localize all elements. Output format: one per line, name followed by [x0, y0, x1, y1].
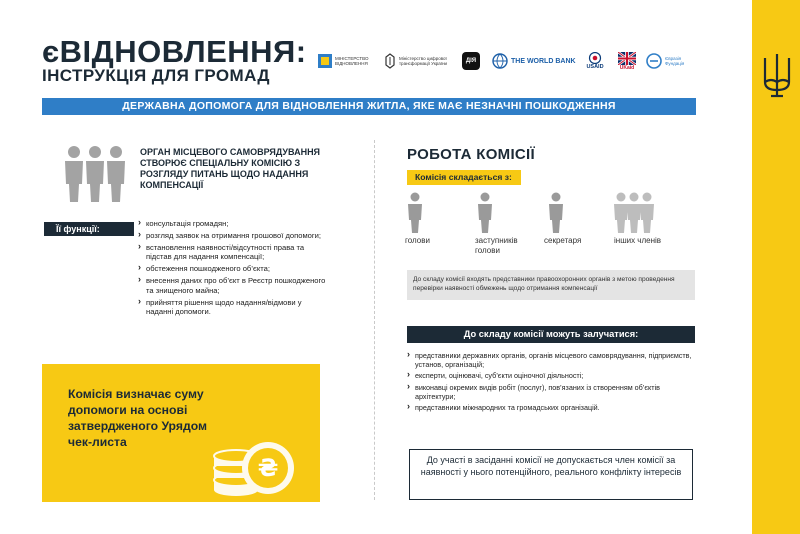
page-subtitle: ІНСТРУКЦІЯ ДЛЯ ГРОМАД [42, 66, 270, 85]
ukaid-text: UKaid [619, 64, 635, 71]
person-icon [548, 192, 564, 234]
list-item: › представники міжнародних та громадських організацій. [407, 403, 699, 412]
list-item: › експерти, оцінювачі, суб’єкти оціночної діяльності; [407, 371, 699, 380]
list-item: › прийняття рішення щодо надання/відмови у наданні допомоги. [138, 298, 328, 317]
member-label: секретаря [544, 236, 582, 245]
member-head [405, 192, 430, 245]
ministry-emblem-icon [318, 54, 332, 68]
trident-icon [762, 52, 792, 98]
eurasia-text: Євразія Фундація [665, 56, 685, 66]
ukaid-logo [616, 46, 638, 76]
functions-label: Її функції: [44, 222, 134, 236]
people-group-icon [614, 192, 654, 234]
section-banner: ДЕРЖАВНА ДОПОМОГА ДЛЯ ВІДНОВЛЕННЯ ЖИТЛА, ЯКЕ МАЄ НЕЗНАЧНІ ПОШКОДЖЕННЯ [42, 98, 696, 115]
list-item: › консультація громадян; [138, 219, 328, 228]
member-label: інших членів [614, 236, 662, 245]
member-label: голови [405, 236, 430, 245]
member-deputies [475, 192, 518, 255]
hryvnia-symbol: ₴ [257, 454, 279, 482]
dia-logo [462, 46, 482, 76]
list-item: › внесення даних про об’єкт в Реєстр пошкодженого та знищеного майна; [138, 276, 328, 295]
usaid-logo [582, 46, 608, 76]
usaid-text: USAID [586, 64, 604, 70]
compensation-callout [42, 364, 320, 502]
may-involve-list [407, 351, 699, 414]
law-enforcement-note: До складу комісії входять представники правоохоронних органів з метою проведення перевірки наявності обмежень щодо отримання компенсації [407, 270, 695, 300]
person-icon [407, 192, 423, 234]
list-item: › виконавці окремих видів робіт (послуг), пов’язаних із створенням об’єктів архітектури; [407, 383, 699, 401]
globe-icon [492, 53, 508, 69]
commission-work-title: РОБОТА КОМІСІЇ [407, 146, 535, 163]
composed-of-label: Комісія складається з: [407, 170, 521, 185]
page-title: єВІДНОВЛЕННЯ: [42, 34, 307, 69]
dia-logo-text: ДІЯ [462, 52, 480, 70]
list-item: › обстеження пошкодженого об’єкта; [138, 264, 328, 273]
member-secretary [544, 192, 582, 245]
list-item: › розгляд заявок на отримання грошової допомоги; [138, 231, 328, 240]
member-label: заступників голови [475, 236, 518, 255]
digital-ministry-logo [384, 46, 454, 76]
list-item: › представники державних органів, органів місцевого самоврядування, підприємств, установ, організацій; [407, 351, 699, 369]
functions-list [138, 219, 328, 319]
may-involve-header: До складу комісії можуть залучатися: [407, 326, 695, 343]
group-people-icon [62, 144, 128, 204]
eurasia-foundation-icon [646, 53, 662, 69]
coins-stack-icon [210, 428, 298, 498]
coat-of-arms-icon [384, 53, 396, 69]
worldbank-text: THE WORLD BANK [511, 57, 576, 65]
eurasia-logo [646, 46, 698, 76]
digital-ministry-text: Міністерство цифрової трансформації України [399, 56, 448, 66]
column-divider [374, 140, 375, 500]
person-icon [477, 192, 493, 234]
conflict-of-interest-box: До участі в засіданні комісії не допускається член комісії за наявності у нього потенційного, реального конфлікту інтересів [409, 449, 693, 500]
compensation-callout-text: Комісія визначає суму допомоги на основі затвердженого Урядом чек-листа [68, 387, 207, 449]
ministry-logo-text: МІНІСТЕРСТВО ВІДНОВЛЕННЯ [335, 56, 369, 66]
uk-flag-icon [618, 52, 636, 65]
organ-description: ОРГАН МІСЦЕВОГО САМОВРЯДУВАННЯ СТВОРЮЄ СПЕЦІАЛЬНУ КОМІСІЮ З РОЗГЛЯДУ ПИТАНЬ ЩОДО НАДАННЯ КОМПЕНСАЦІЇ [140, 147, 321, 190]
member-others [614, 192, 662, 245]
partner-logos [318, 46, 698, 76]
usaid-seal-icon [588, 52, 602, 64]
ministry-logo [318, 46, 376, 76]
list-item: › встановлення наявності/відсутності права та підстав для надання компенсації; [138, 243, 328, 262]
worldbank-logo [492, 46, 578, 76]
